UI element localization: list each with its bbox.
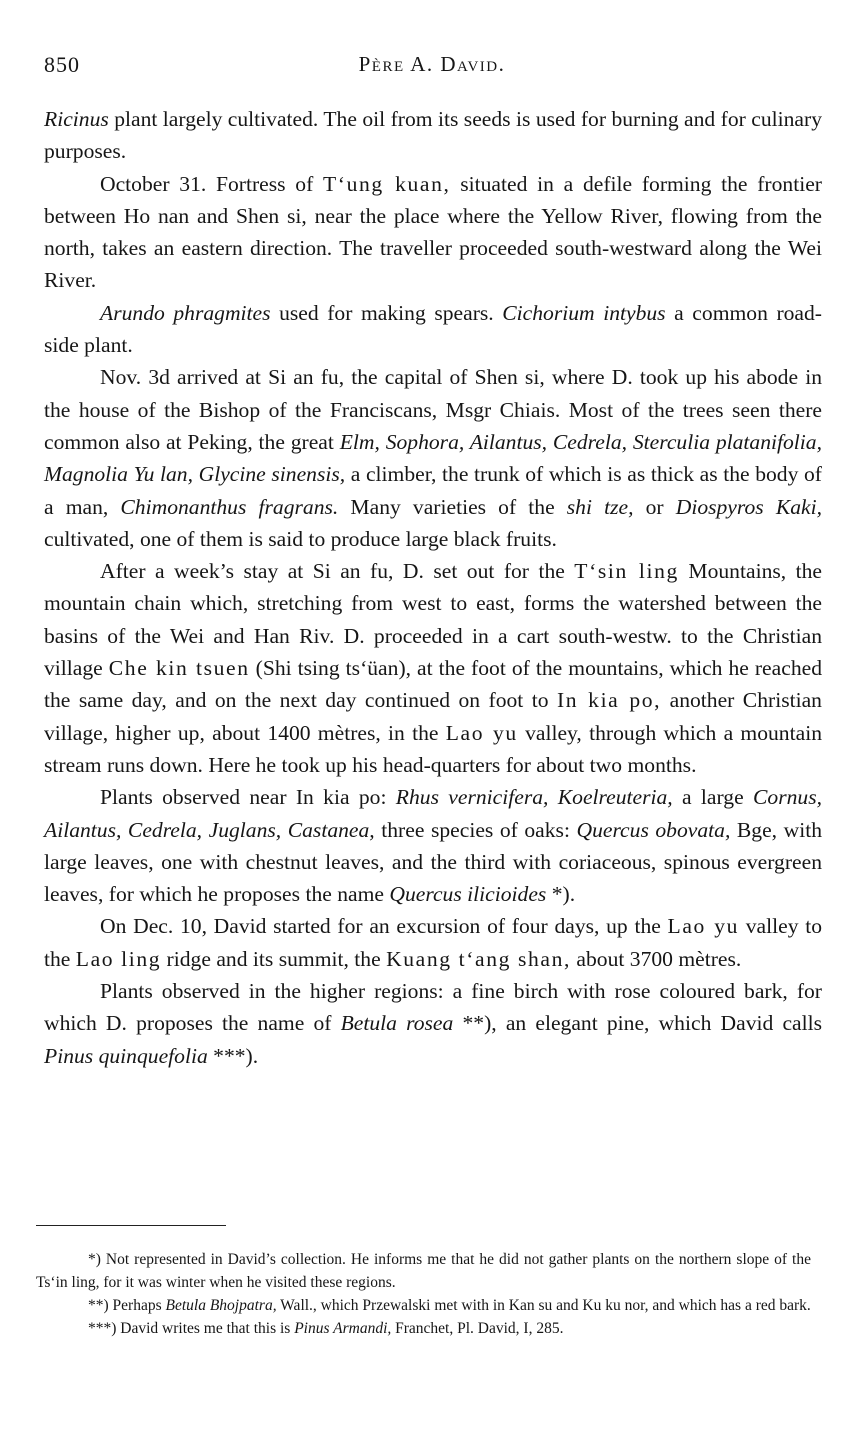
text-run: **) Perhaps <box>88 1297 166 1314</box>
spaced-place-name: Lao yu <box>445 720 518 745</box>
spaced-place-name: T‘sin ling <box>574 559 679 584</box>
italic-term: Cichorium intybus <box>502 300 666 325</box>
italic-term: Arundo phragmites <box>100 300 271 325</box>
italic-term: Quercus obovata, <box>576 817 731 842</box>
text-run: Plants observed near In kia po: <box>100 785 396 810</box>
italic-term: Pinus Armandi, <box>294 1320 392 1337</box>
text-run: a common road-side plant. <box>44 300 823 358</box>
text-run: three species of oaks: <box>374 817 577 842</box>
italic-term: Pinus quinquefolia <box>44 1043 208 1068</box>
italic-term: Cornus, Ailantus, Cedrela, Juglans, Castanea, <box>44 785 822 842</box>
text-run: *) Not represented in David’s collection. He informs me that he did not gather plants on the northern slope of the Ts‘in ling, for it was winter when he visited these regions. <box>36 1251 811 1291</box>
text-run: used for making spears. <box>270 300 503 325</box>
paragraph-higher-regions <box>44 975 822 1072</box>
text-run: Many varieties of the <box>338 494 567 519</box>
text-run: (Shi tsing ts‘üan), at the foot of the mountains, which he reached the same day, and on the next day continued on foot to <box>44 656 822 713</box>
italic-term: Chimonanthus fragrans. <box>120 494 339 519</box>
text-run: a climber, the trunk of which is as thick as the body of a man, <box>44 462 822 519</box>
text-run: Nov. 3d arrived at Si an fu, the capital of Shen si, where D. took up his abode in the house of the Bishop of the Franciscans, Msgr Chiais. Most of the trees seen there common also at Peking, the great <box>44 365 822 454</box>
text-run: a large <box>672 785 753 810</box>
page-number: 850 <box>44 52 80 77</box>
spaced-place-name: Che kin tsuen <box>108 656 250 681</box>
footnote-divider <box>36 1225 226 1226</box>
footnotes <box>36 1248 811 1340</box>
paragraph-week-stay <box>44 555 822 781</box>
text-run: or <box>633 494 676 519</box>
paragraph-dec-10 <box>44 910 822 975</box>
paragraph-ricinus <box>44 103 822 168</box>
text-run: *). <box>546 882 576 907</box>
text-run: On Dec. 10, David started for an excursion of four days, up the <box>100 914 668 939</box>
italic-term: Quercus ilicioides <box>389 882 547 907</box>
text-run: ***) David writes me that this is <box>88 1320 295 1337</box>
italic-term: shi tze, <box>566 494 634 519</box>
footnote-3 <box>36 1317 811 1340</box>
text-run: valley to the <box>44 914 823 971</box>
italic-term: Betula Bhojpatra, <box>165 1297 277 1314</box>
text-run: situated in a defile forming the frontier between Ho nan and Shen si, near the place where the Yellow River, flowing from the north, takes an eastern direction. The traveller proceeded south-westward along the Wei River. <box>44 171 822 293</box>
text-run: ***). <box>207 1043 259 1068</box>
text-run: plant largely cultivated. The oil from its seeds is used for burning and for culinary purposes. <box>44 107 822 164</box>
text-run: October 31. Fortress of <box>100 171 324 196</box>
text-run: **), an elegant pine, which David calls <box>453 1011 823 1036</box>
text-run: about 3700 mètres. <box>571 946 742 971</box>
spaced-place-name: Lao yu <box>667 914 740 939</box>
paragraph-october-31 <box>44 168 822 297</box>
text-run: After a week’s stay at Si an fu, D. set out for the <box>100 559 575 584</box>
text-run: cultivated, one of them is said to produce large black fruits. <box>44 526 557 551</box>
text-run: ridge and its summit, the <box>161 946 387 971</box>
paragraph-nov-3d <box>44 361 822 555</box>
page-header <box>44 52 820 82</box>
text-run: valley, through which a mountain stream runs down. Here he took up his head-quarters for about two months. <box>44 720 822 777</box>
italic-term: Rhus vernicifera, Koelreuteria, <box>395 785 673 810</box>
text-run: another Christian village, higher up, about 1400 mètres, in the <box>44 688 822 745</box>
body-text <box>44 103 822 1072</box>
running-head: Père A. David. <box>358 52 506 76</box>
italic-term: Elm, Sophora, Ailantus, Cedrela, Sterculia platanifolia, Magnolia Yu lan, Glycine sinensis, <box>44 429 822 487</box>
text-run: Plants observed in the higher regions: a fine birch with rose coloured bark, for which D. proposes the name of <box>44 979 822 1036</box>
italic-term: Betula rosea <box>340 1011 454 1036</box>
paragraph-plants-in-kia-po <box>44 781 822 910</box>
footnote-1 <box>36 1248 811 1294</box>
text-run: Franchet, Pl. David, I, 285. <box>391 1320 564 1337</box>
text-run: Wall., which Przewalski met with in Kan su and Ku ku nor, and which has a red bark. <box>276 1297 811 1314</box>
italic-term: Diospyros Kaki, <box>675 494 822 519</box>
spaced-place-name: Lao ling <box>75 946 162 971</box>
spaced-place-name: Kuang t‘ang shan, <box>386 946 571 971</box>
text-run: Bge, with large leaves, one with chestnut leaves, and the third with coriaceous, spinous evergreen leaves, for which he proposes the name <box>44 817 823 907</box>
spaced-place-name: T‘ung kuan, <box>323 171 451 196</box>
footnote-2 <box>36 1294 811 1317</box>
spaced-place-name: In kia po, <box>556 688 662 713</box>
paragraph-arundo <box>44 297 822 362</box>
italic-term: Ricinus <box>44 107 109 131</box>
text-run: Mountains, the mountain chain which, stretching from west to east, forms the watershed between the basins of the Wei and Han Riv. D. proceeded in a cart south-westw. to the Christian village <box>44 559 822 681</box>
